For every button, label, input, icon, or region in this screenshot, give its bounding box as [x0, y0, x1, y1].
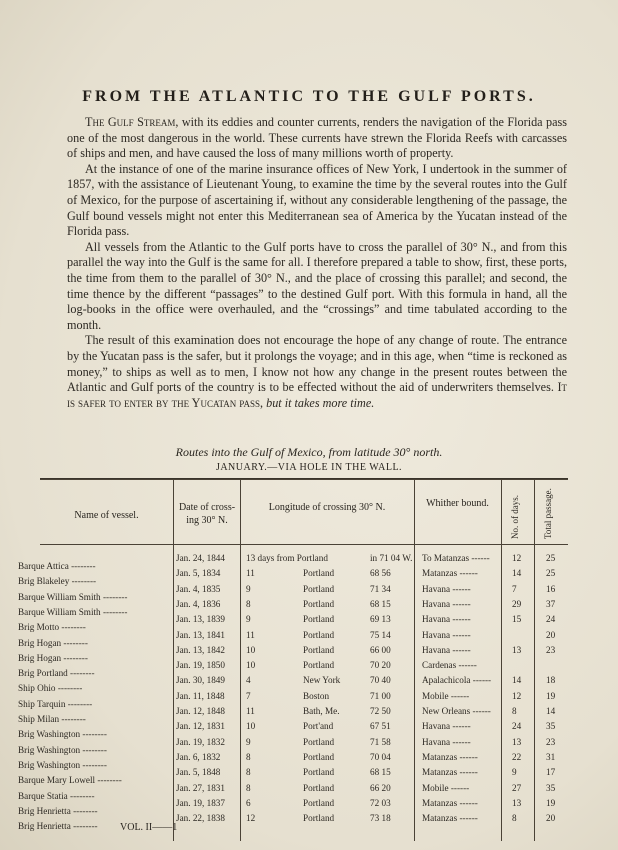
vessel-name: Ship Ohio --------	[18, 683, 83, 694]
total-passage: 24	[546, 614, 556, 625]
vessel-name: Brig Motto --------	[18, 622, 86, 633]
days-from: 11	[246, 706, 255, 716]
vessel-name: Brig Hogan --------	[18, 637, 88, 648]
column-divider	[240, 479, 241, 841]
num-days: 15	[512, 614, 522, 625]
longitude: 72 03	[370, 797, 391, 808]
destination: Matanzas ------	[422, 797, 478, 808]
origin-port: New York	[303, 675, 341, 686]
num-days: 22	[512, 751, 522, 762]
num-days: 13	[512, 797, 522, 808]
longitude: 71 34	[370, 583, 391, 594]
origin-port: Portland	[303, 614, 335, 625]
vessel-name: Brig Blakeley --------	[18, 576, 97, 587]
vessel-name: Ship Tarquin --------	[18, 698, 93, 709]
origin-port: Portland	[303, 782, 335, 793]
longitude: 72 50	[370, 706, 391, 716]
total-passage: 35	[546, 782, 556, 793]
origin-port: Portland	[303, 583, 335, 594]
destination: Cardenas ------	[422, 660, 477, 671]
crossing-date: Jan. 5, 1848	[176, 767, 221, 778]
longitude: 66 00	[370, 644, 391, 655]
days-from: 6	[246, 797, 251, 808]
num-days: 9	[512, 767, 517, 778]
total-passage: 17	[546, 767, 556, 778]
header-days: No. of days.	[510, 495, 520, 539]
vessel-name: Brig Washington --------	[18, 744, 107, 755]
vessel-name: Brig Henrietta --------	[18, 805, 98, 816]
paragraph-2: At the instance of one of the marine insurance offices of New York, I undertook in the summer of 1857, with the assistance of Lieutenant Young, to examine the time by the several routes into the Gulf of Mexico, for the purpose of ascertaining if, without any considerable lengthening of the passage, the Gulf bound vessels might not enter this Mediterranean sea of America by the Yucatan instead of the Florida pass.	[67, 161, 567, 239]
crossing-date: Jan. 4, 1835	[176, 583, 221, 594]
vessel-name: Brig Washington --------	[18, 759, 107, 770]
header-longitude: Longitude of crossing 30° N.	[268, 502, 386, 513]
vessel-name: Barque Mary Lowell --------	[18, 775, 122, 786]
vessel-name: Barque Attica --------	[18, 561, 96, 571]
origin-port: Portland	[303, 644, 335, 655]
destination: Mobile ------	[422, 690, 470, 701]
origin-port: Portland	[303, 598, 335, 609]
destination: Havana ------	[422, 736, 471, 747]
paragraph-3: All vessels from the Atlantic to the Gulf ports have to cross the parallel of 30° N., and from this parallel the way into the Gulf is the same for all. I therefore prepared a table to show, first, these ports, the time from them to the parallel of 30° N., and the place of crossing this parallel; and second, the time thence by the different “passages” to the destined Gulf port. With this formula in hand, all the log-books in the office were overhauled, and the “crossings” and time tabulated according to the month.	[67, 239, 567, 332]
destination: New Orleans ------	[422, 706, 491, 716]
days-from: 10	[246, 721, 256, 732]
header-total: Total passage.	[543, 488, 553, 539]
column-divider	[534, 479, 535, 841]
column-divider	[501, 479, 502, 841]
vessel-name: Barque Statia --------	[18, 790, 95, 801]
total-passage: 37	[546, 598, 556, 609]
vessel-name: Barque William Smith --------	[18, 606, 128, 617]
longitude: 68 56	[370, 568, 391, 579]
days-from: 13 days from Portland	[246, 553, 328, 563]
destination: Apalachicola ------	[422, 675, 492, 686]
header-date: Date of cross-ing 30° N.	[178, 502, 236, 526]
destination: Havana ------	[422, 583, 471, 594]
table-caption: Routes into the Gulf of Mexico, from latitude 30° north.	[175, 445, 443, 459]
num-days: 14	[512, 568, 522, 579]
crossing-date: Jan. 27, 1831	[176, 782, 225, 793]
longitude: 70 20	[370, 660, 391, 671]
total-passage: 19	[546, 690, 556, 701]
longitude: 71 00	[370, 690, 391, 701]
destination: To Matanzas ------	[422, 553, 490, 563]
days-from: 9	[246, 583, 251, 594]
days-from: 7	[246, 690, 251, 701]
vessel-name: Brig Henrietta --------	[18, 821, 98, 832]
page-title: FROM THE ATLANTIC TO THE GULF PORTS.	[82, 88, 536, 105]
vessel-name: Brig Hogan --------	[18, 652, 88, 663]
total-passage: 16	[546, 583, 556, 594]
crossing-date: Jan. 6, 1832	[176, 751, 221, 762]
vessel-name: Ship Milan --------	[18, 714, 86, 724]
days-from: 11	[246, 629, 255, 640]
crossing-date: Jan. 11, 1848	[176, 690, 225, 701]
total-passage: 18	[546, 675, 556, 686]
table-top-rule	[40, 479, 568, 480]
origin-port: Portland	[303, 629, 335, 640]
days-from: 8	[246, 751, 251, 762]
origin-port: Portland	[303, 751, 335, 762]
days-from: 9	[246, 736, 251, 747]
origin-port: Port'and	[303, 721, 334, 732]
table-subcaption: JANUARY.—VIA HOLE IN THE WALL.	[215, 462, 403, 473]
table-header-rule	[40, 544, 568, 545]
destination: Mobile ------	[422, 782, 470, 793]
crossing-date: Jan. 19, 1832	[176, 736, 225, 747]
body-text	[67, 115, 567, 411]
num-days: 7	[512, 583, 517, 594]
destination: Havana ------	[422, 598, 471, 609]
destination: Havana ------	[422, 629, 471, 640]
total-passage: 23	[546, 644, 556, 655]
num-days: 8	[512, 813, 517, 824]
vessel-name: Brig Portland --------	[18, 668, 95, 679]
crossing-date: Jan. 12, 1848	[176, 706, 225, 716]
vessel-name: Barque William Smith --------	[18, 591, 128, 602]
header-vessel: Name of vessel.	[74, 510, 139, 521]
crossing-date: Jan. 24, 1844	[176, 553, 225, 563]
origin-port: Portland	[303, 736, 335, 747]
num-days: 13	[512, 644, 522, 655]
total-passage: 20	[546, 629, 556, 640]
volume-footer: VOL. II——1	[120, 822, 178, 833]
origin-port: Boston	[303, 690, 330, 701]
longitude: 71 58	[370, 736, 391, 747]
destination: Matanzas ------	[422, 568, 478, 579]
num-days: 27	[512, 782, 522, 793]
longitude: 69 13	[370, 614, 391, 625]
num-days: 8	[512, 706, 517, 716]
num-days: 24	[512, 721, 522, 732]
num-days: 12	[512, 553, 522, 563]
destination: Havana ------	[422, 614, 471, 625]
total-passage: 25	[546, 568, 556, 579]
longitude: 70 04	[370, 751, 391, 762]
origin-port: Portland	[303, 660, 335, 671]
routes-table	[18, 478, 568, 841]
column-divider	[173, 479, 174, 841]
days-from: 8	[246, 767, 251, 778]
crossing-date: Jan. 13, 1842	[176, 644, 225, 655]
destination: Havana ------	[422, 721, 471, 732]
days-from: 12	[246, 813, 256, 824]
days-from: 8	[246, 782, 251, 793]
destination: Matanzas ------	[422, 767, 478, 778]
total-passage: 23	[546, 736, 556, 747]
crossing-date: Jan. 13, 1839	[176, 614, 225, 625]
origin-port: Portland	[303, 813, 335, 824]
num-days: 29	[512, 598, 522, 609]
longitude: 67 51	[370, 721, 391, 732]
longitude: 68 15	[370, 767, 391, 778]
origin-port: Portland	[303, 568, 335, 579]
crossing-date: Jan. 19, 1850	[176, 660, 225, 671]
paragraph-4: The result of this examination does not encourage the hope of any change of route. The entrance by the Yucatan pass is the safer, but it prolongs the voyage; and in this age, when “time is reckoned as money,” to ships as well as to men, I know not how any change in the present routes between the Atlantic and Gulf ports of the country is to be effected without the aid of underwriters themselves. It is safer to enter by the Yucatan pass, but it takes more time.	[67, 333, 567, 410]
longitude: 75 14	[370, 629, 391, 640]
crossing-date: Jan. 22, 1838	[176, 813, 225, 824]
longitude-first: in 71 04 W.	[370, 553, 413, 563]
crossing-date: Jan. 12, 1831	[176, 721, 225, 732]
longitude: 70 40	[370, 675, 391, 686]
destination: Matanzas ------	[422, 813, 478, 824]
crossing-date: Jan. 13, 1841	[176, 629, 225, 640]
longitude: 66 20	[370, 782, 391, 793]
days-from: 11	[246, 568, 255, 579]
total-passage: 25	[546, 553, 556, 563]
days-from: 10	[246, 660, 256, 671]
total-passage: 35	[546, 721, 556, 732]
column-divider	[414, 479, 415, 841]
longitude: 73 18	[370, 813, 391, 824]
origin-port: Portland	[303, 797, 335, 808]
total-passage: 14	[546, 706, 556, 716]
total-passage: 31	[546, 751, 556, 762]
crossing-date: Jan. 4, 1836	[176, 598, 221, 609]
num-days: 12	[512, 690, 522, 701]
crossing-date: Jan. 5, 1834	[176, 568, 221, 579]
crossing-date: Jan. 30, 1849	[176, 675, 225, 686]
days-from: 4	[246, 675, 251, 686]
num-days: 14	[512, 675, 522, 686]
days-from: 10	[246, 644, 256, 655]
destination: Matanzas ------	[422, 751, 478, 762]
crossing-date: Jan. 19, 1837	[176, 797, 225, 808]
paragraph-1: The Gulf Stream, with its eddies and counter currents, renders the navigation of the Florida pass one of the most dangerous in the world. These currents have strewn the Florida Reefs with carcasses of ships and men, and have caused the loss of many millions worth of property.	[67, 115, 567, 161]
days-from: 8	[246, 598, 251, 609]
longitude: 68 15	[370, 598, 391, 609]
vessel-name: Brig Washington --------	[18, 729, 107, 740]
total-passage: 20	[546, 813, 556, 824]
destination: Havana ------	[422, 644, 471, 655]
origin-port: Bath, Me.	[303, 706, 340, 716]
total-passage: 19	[546, 797, 556, 808]
num-days: 13	[512, 736, 522, 747]
origin-port: Portland	[303, 767, 335, 778]
header-whither: Whither bound.	[426, 498, 489, 509]
days-from: 9	[246, 614, 251, 625]
